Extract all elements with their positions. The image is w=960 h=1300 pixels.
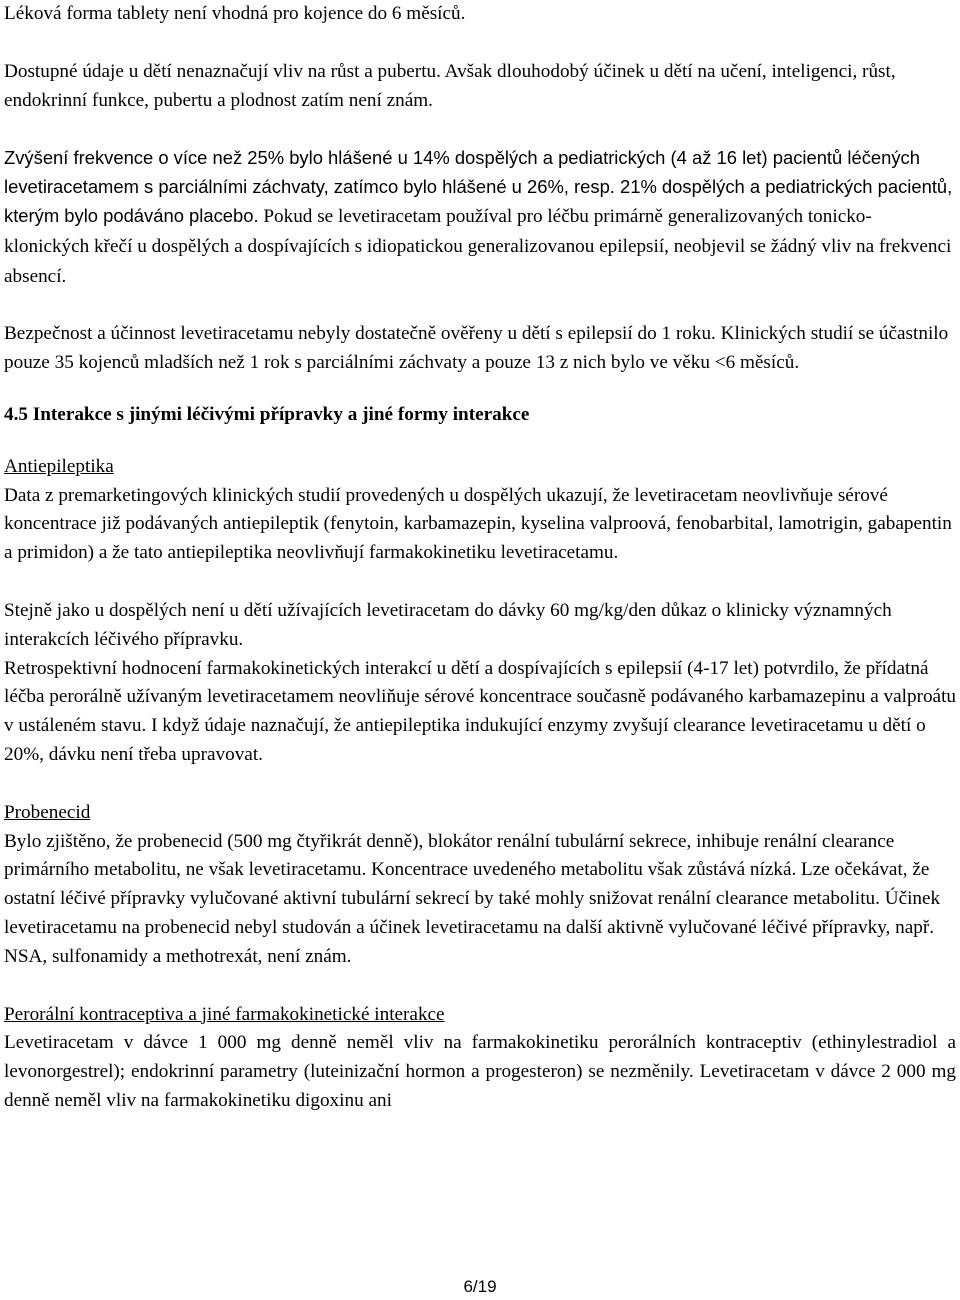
document-page: [4, 0, 956, 1116]
seizure-frequency-text: Zvýšení frekvence o více než 25% bylo hlášené u 14% dospělých a pediatrických (4 až 16 let) pacientů léčených levetiracetamem s parciálními záchvaty, zatímco bylo hlášené u 26%, resp. 21% dospělých a pediatrických pacientů, kterým bylo podáváno placebo.: [4, 147, 953, 226]
paragraph-antiepileptika: Data z premarketingových klinických studií provedených u dospělých ukazují, že levetiracetam neovlivňuje sérové koncentrace již podávaných antiepileptik (fenytoin, karbamazepin, kyselina valproová, fenobarbital, lamotrigin, gabapentin a primidon) a že tato antiepileptika neovlivňují farmakokinetiku levetiracetamu.: [4, 484, 952, 564]
paragraph-retrospective: Retrospektivní hodnocení farmakokinetických interakcí u dětí a dospívajících s epilepsií (4-17 let) potvrdilo, že přídatná léčba perorálně užívaným levetiracetamem neovliňuje sérové koncentrace současně podávaného karbamazepinu a valproátu v ustáleném stavu. I když údaje naznačují, že antiepileptika indukující enzymy zvyšují clearance levetiracetamu u dětí o 20%, dávku není třeba upravovat.: [4, 657, 957, 765]
paragraph-children-interactions: Stejně jako u dospělých není u dětí užívajících levetiracetam do dávky 60 mg/kg/den důkaz o klinicky významných interakcích léčivého přípravku.: [4, 599, 892, 650]
paragraph-infant-safety: Bezpečnost a účinnost levetiracetamu nebyly dostatečně ověřeny u dětí s epilepsií do 1 roku. Klinických studií se účastnilo pouze 35 kojenců mladších než 1 rok s parciálními záchvaty a pouze 13 z nich bylo ve věku <6 měsíců.: [4, 323, 949, 374]
paragraph-probenecid: Bylo zjištěno, že probenecid (500 mg čtyřikrát denně), blokátor renální tubulární sekrece, inhibuje renální clearance primárního metabolitu, ne však levetiracetamu. Koncentrace uvedeného metabolitu však zůstává nízká. Lze očekávat, že ostatní léčivé přípravky vylučované aktivní tubulární sekrecí by také mohly snižovat renální clearance metabolitu. Účinek levetiracetamu na probenecid nebyl studován a účinek levetiracetamu na další aktivně vylučované léčivé přípravky, např. NSA, sulfonamidy a methotrexát, není znám.: [4, 830, 941, 967]
paragraph-infant-form: Léková forma tablety není vhodná pro kojence do 6 měsíců.: [4, 3, 466, 24]
paragraph-seizure-frequency: [4, 144, 956, 291]
absences-text: Pokud se levetiracetam používal pro léčbu primárně generalizovaných tonicko-klonických křečí u dospělých a dospívajících s idiopatickou generalizovanou epilepsií, neobjevil se žádný vliv na frekvenci absencí.: [4, 205, 952, 287]
page-number: 6/19: [463, 1277, 497, 1296]
subheading-probenecid: Probenecid: [4, 801, 91, 823]
paragraph-oral-contraceptives: Levetiracetam v dávce 1 000 mg denně neměl vliv na farmakokinetiku perorálních kontraceptiv (ethinylestradiol a levonorgestrel); endokrinní parametry (luteinizační hormon a progesteron) se nezměnily. Levetiracetam v dávce 2 000 mg denně neměl vliv na farmakokinetiku digoxinu ani: [4, 1032, 956, 1111]
subheading-antiepileptika: Antiepileptika: [4, 455, 114, 477]
section-heading-interactions: 4.5 Interakce s jinými léčivými přípravky a jiné formy interakce: [4, 403, 530, 425]
subheading-oral-contraceptives: Perorální kontraceptiva a jiné farmakokinetické interakce: [4, 1003, 445, 1025]
paragraph-growth-puberty: Dostupné údaje u dětí nenaznačují vliv na růst a pubertu. Avšak dlouhodobý účinek u dětí na učení, inteligenci, růst, endokrinní funkce, pubertu a plodnost zatím není znám.: [4, 60, 896, 111]
